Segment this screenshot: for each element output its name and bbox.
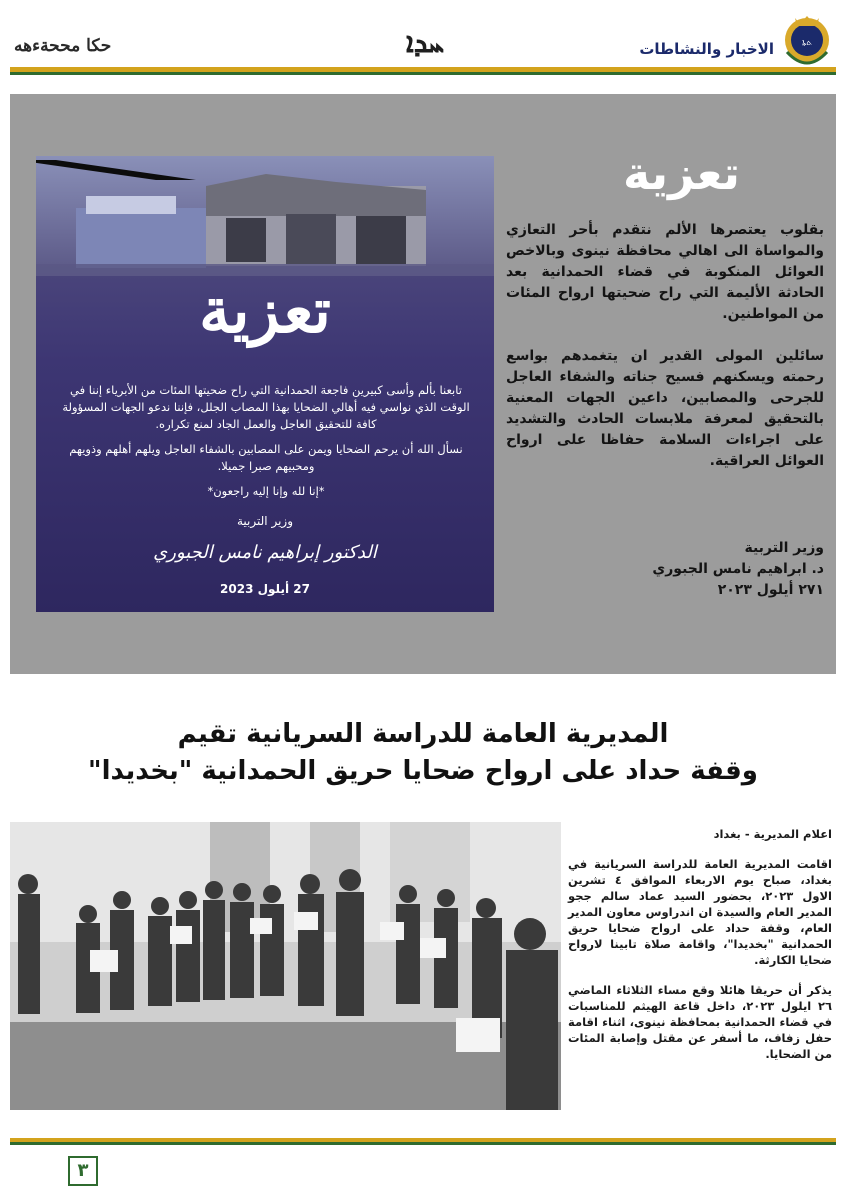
header-divider-green [10, 72, 836, 75]
card-calligraphy-title: تعزية [199, 274, 331, 347]
emblem-caption: ܬܬܐ [801, 38, 813, 48]
signature-date: ٢٧١ أيلول ٢٠٢٣ [717, 582, 824, 598]
signature-title: وزير التربية [744, 540, 824, 556]
condolence-signature [606, 538, 824, 601]
article-paragraph: يذكر أن حريقا هائلا وقع مساء الثلاثاء الماضي ٢٦ ايلول ٢٠٢٣، داخل قاعة الهيثم للمناسبات في قضاء الحمدانية بمحافظة نينوى، اثناء اقامة حفل زفاف، ما أسفر عن مقتل وإصابة المئات من الضحايا. [568, 983, 832, 1061]
card-message-verse: *إنا لله وإنا إليه راجعون* [207, 484, 325, 498]
footer-divider-green [10, 1142, 836, 1145]
vigil-group-photo [10, 822, 561, 1110]
condolence-panel [10, 94, 836, 674]
card-signature-name: الدكتور إبراهيم نامس الجبوري [153, 542, 377, 563]
card-date: 27 أيلول 2023 [220, 582, 310, 596]
article-paragraph: اقامت المديرية العامة للدراسة السريانية في بغداد، صباح يوم الاربعاء الموافق ٤ تشرين الاول ٢٠٢٣، بحضور السيد عماد سالم ججو المدير العام والسيدة ان اندراوس معاون المدير العام، وقفة حداد على ارواح ضحايا حريق الحمدانية "بخديدا"، واقامة صلاة تابينا لارواح ضحايا الكارثة. [568, 857, 832, 967]
card-message [58, 382, 474, 508]
card-message-paragraph: تابعنا بألم وأسى كبيرين فاجعة الحمدانية التي راح ضحيتها المئات من الأبرياء إننا في الوقت الذي نواسي فيه أهالي الضحايا بهذا المصاب الجلل، فإننا ندعو الجهات المسؤولة كافة للتحقيق العاجل والعمل الجاد لمنع تكراره. [62, 383, 470, 431]
article-source: اعلام المديرية - بغداد [713, 827, 832, 841]
card-signature-title: وزير التربية [237, 514, 293, 528]
article-body [568, 826, 832, 1076]
header-section-title: الاخبار والنشاطات [639, 40, 774, 58]
header-magazine-name: حكا مححةءهه [14, 36, 112, 56]
vigil-photo-illustration [10, 822, 561, 1110]
condolence-paragraph: سائلين المولى القدير ان يتغمدهم بواسع رحمته ويسكنهم فسيح جناته والشفاء العاجل للجرحى والمصابين، داعين الجهات المعنية بالتحقيق لمعرفة ملابسات الحادث والتشديد على اجراءات السلامة حفاظا على ارواح العوائل العراقية. [506, 348, 824, 469]
header-center-logo: ܚܕܐ [405, 26, 445, 59]
article-headline-line: وقفة حداد على ارواح ضحايا حريق الحمدانية "بخديدا" [88, 756, 758, 786]
condolence-paragraph: بقلوب يعتصرها الألم نتقدم بأحر التعازي والمواساة الى اهالي محافظة نينوى وبالاخص العوائل المنكوبة في قضاء الحمدانية بعد الحادثة الأليمة التي راح ضحيتها ارواح المئات من المواطنين. [506, 222, 824, 322]
page-header [0, 0, 846, 80]
condolence-card-image [36, 156, 494, 612]
mourning-ribbon-icon [36, 160, 196, 180]
condolence-text [506, 220, 824, 493]
card-message-paragraph: نسأل الله أن يرحم الضحايا ويمن على المصابين بالشفاء العاجل ويلهم أهلهم وذويهم ومحبيهم صبرا جميلا. [69, 442, 463, 473]
page-number: ٣ [68, 1156, 98, 1186]
emblem-logo-icon [782, 12, 832, 70]
signature-name: د. ابراهيم نامس الجبوري [652, 561, 824, 577]
condolence-heading: تعزية [622, 146, 740, 200]
article-headline-line: المديرية العامة للدراسة السريانية تقيم [177, 719, 669, 749]
article-headline [40, 716, 806, 790]
